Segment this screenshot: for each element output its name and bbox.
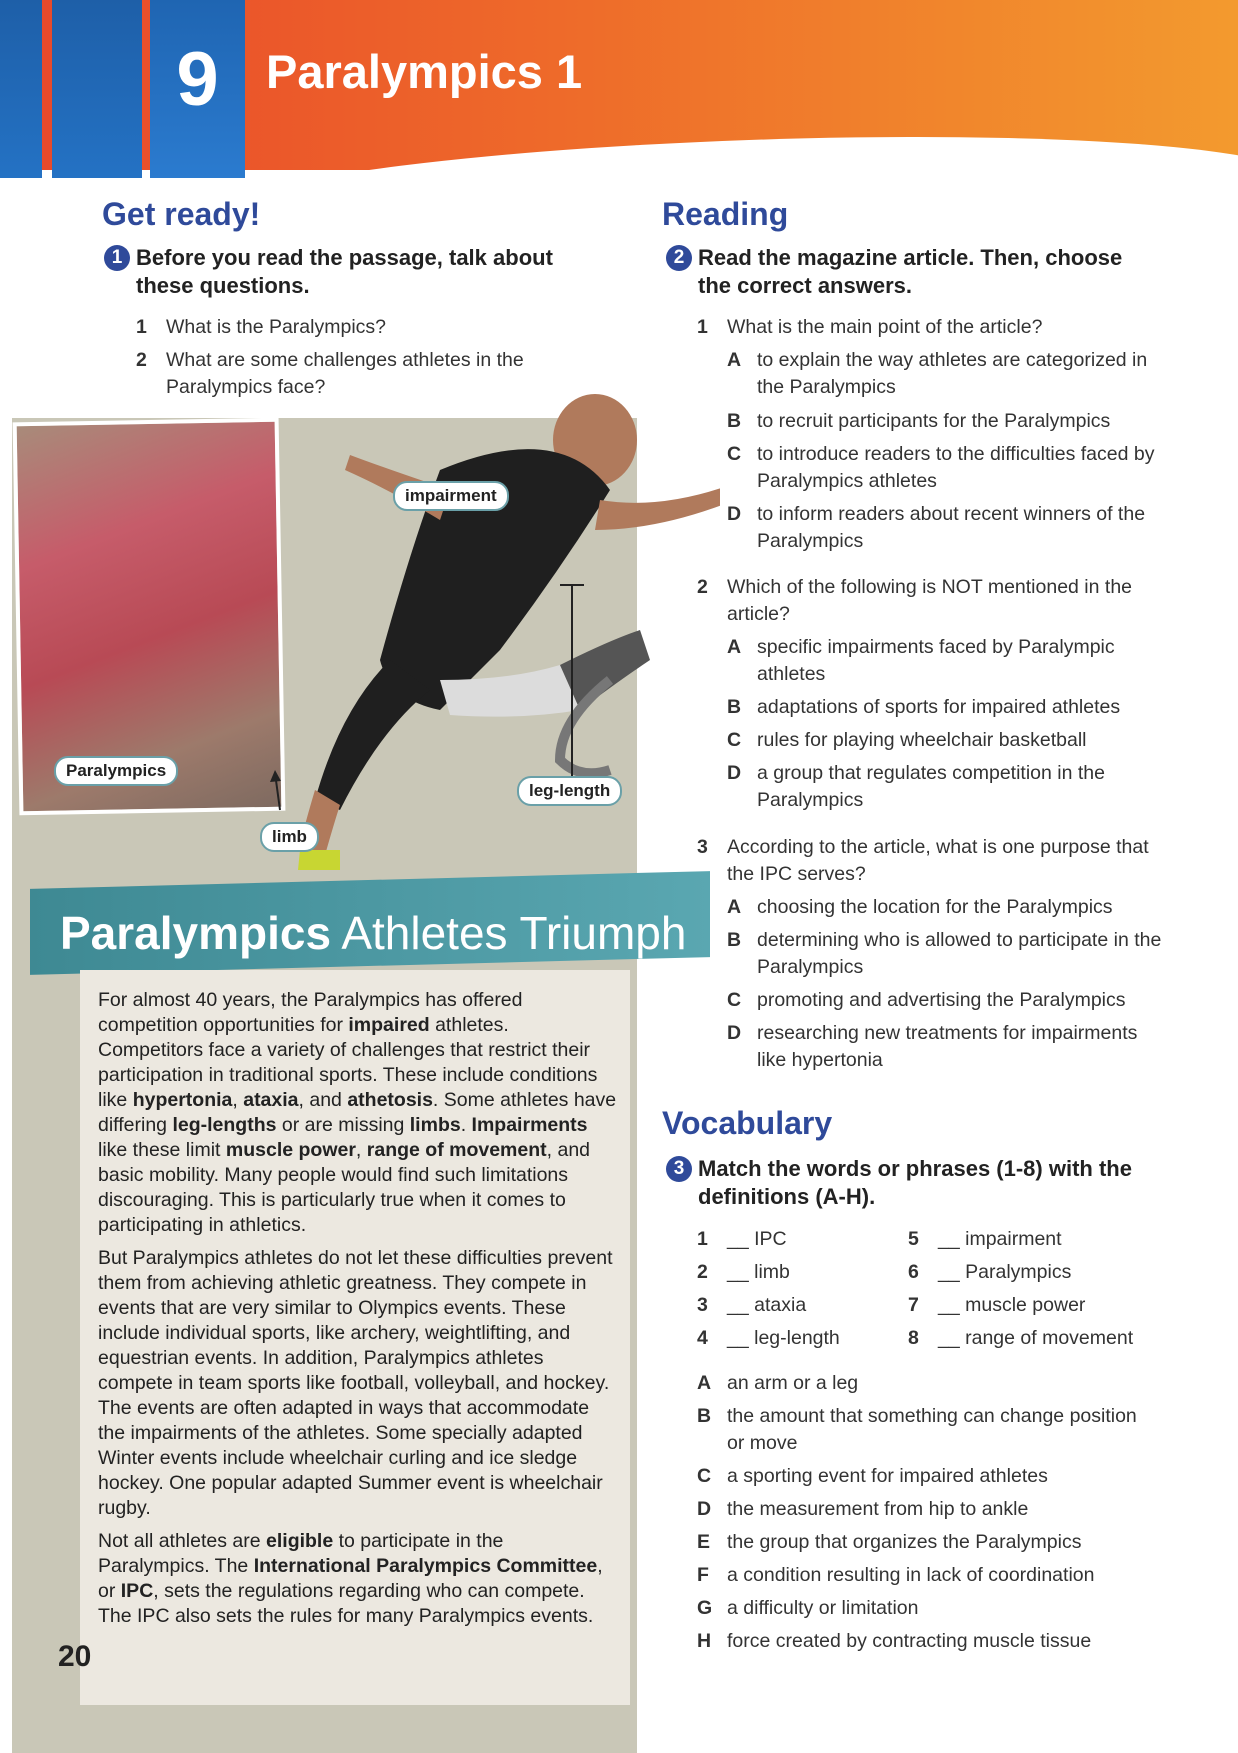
vocabulary-heading: Vocabulary — [662, 1105, 833, 1141]
definition: H force created by contracting muscle tissue — [697, 1630, 1092, 1652]
answer-option[interactable]: A to explain the way athletes are categorized in the Paralympics — [727, 349, 1148, 398]
answer-option[interactable]: C promoting and advertising the Paralympics — [727, 989, 1126, 1011]
label-paralympics: Paralympics — [54, 756, 178, 786]
article-paragraph: For almost 40 years, the Paralympics has offered competition opportunities for impaired athletes. Competitors face a variety of challenges that restrict their participation in traditional sports. These include conditions like hypertonia, ataxia, and athetosis. Some athletes have differing leg-lengths or are missing limbs. Impairments like these limit muscle power, range of movement, and basic mobility. Many people would find such limitations discouraging. This is particularly true when it comes to participating in athletics. — [98, 989, 617, 1236]
question: 2 Which of the following is NOT mentioned in the article? — [697, 576, 1133, 625]
label-impairment: impairment — [393, 481, 509, 511]
unit-title: Paralympics 1 — [266, 45, 583, 98]
task-number-badge: 2 — [666, 245, 692, 271]
header-stripe — [52, 0, 142, 178]
match-word: 4 __ leg-length — [697, 1327, 840, 1349]
unit-number: 9 — [150, 0, 245, 178]
label-limb: limb — [260, 822, 319, 852]
definition: D the measurement from hip to ankle — [697, 1498, 1029, 1520]
athlete-leg — [315, 660, 430, 810]
task-number-badge: 1 — [104, 245, 130, 271]
task-3-instruction: 3 Match the words or phrases (1-8) with the definitions (A-H). — [698, 1155, 1168, 1211]
article-paragraph: Not all athletes are eligible to participate in the Paralympics. The International Paralympics Committee, or IPC, sets the regulations regarding who can compete. The IPC also sets the rules for many Paralympics events. — [98, 1530, 603, 1627]
athlete-arm — [595, 485, 720, 530]
match-word: 5 __ impairment — [908, 1228, 1062, 1250]
answer-option[interactable]: D to inform readers about recent winners of the Paralympics — [727, 503, 1146, 552]
page-number: 20 — [58, 1640, 92, 1673]
task-1-instruction: 1 Before you read the passage, talk about these questions. — [136, 244, 576, 300]
definition: B the amount that something can change position or move — [697, 1405, 1137, 1454]
match-word: 1 __ IPC — [697, 1228, 787, 1250]
match-word: 3 __ ataxia — [697, 1294, 807, 1316]
definition: G a difficulty or limitation — [697, 1597, 919, 1619]
arrow-head — [270, 770, 281, 782]
task-number-badge: 3 — [666, 1156, 692, 1182]
article-body — [98, 988, 618, 1637]
answer-option[interactable]: B adaptations of sports for impaired athletes — [727, 696, 1121, 718]
question: 1 What is the main point of the article? — [697, 316, 1043, 338]
answer-option[interactable]: A specific impairments faced by Paralympic athletes — [727, 636, 1115, 685]
get-ready-heading: Get ready! — [102, 196, 261, 232]
definition: F a condition resulting in lack of coordination — [697, 1564, 1095, 1586]
list-item: 2 What are some challenges athletes in the Paralympics face? — [136, 349, 524, 398]
answer-option[interactable]: D researching new treatments for impairments like hypertonia — [727, 1022, 1138, 1071]
article-paragraph: But Paralympics athletes do not let these difficulties prevent them from achieving athletic greatness. They compete in events that are very similar to Olympics events. These include individual sports, like archery, weightlifting, and equestrian events. In addition, Paralympics athletes compete in team sports like football, volleyball, and hockey. The events are often adapted in ways that accommodate the impairments of the athletes. Some specially adapted Winter events include wheelchair curling and ice sledge hockey. One popular adapted Summer event is wheelchair rugby. — [98, 1247, 613, 1519]
question: 3 According to the article, what is one purpose that the IPC serves? — [697, 836, 1149, 885]
athlete-illustration — [140, 380, 720, 880]
article-title: Paralympics Athletes Triumph — [60, 907, 687, 959]
match-word: 8 __ range of movement — [908, 1327, 1134, 1349]
match-word: 2 __ limb — [697, 1261, 790, 1283]
definition: E the group that organizes the Paralympics — [697, 1531, 1082, 1553]
running-shoe — [298, 850, 340, 870]
answer-option[interactable]: A choosing the location for the Paralympics — [727, 896, 1113, 918]
label-leg-length: leg-length — [517, 776, 622, 806]
header-stripe — [0, 0, 42, 178]
answer-option[interactable]: D a group that regulates competition in the Paralympics — [727, 762, 1105, 811]
reading-heading: Reading — [662, 196, 789, 232]
answer-option[interactable]: B to recruit participants for the Paralympics — [727, 410, 1111, 432]
match-word: 6 __ Paralympics — [908, 1261, 1072, 1283]
list-item: 1 What is the Paralympics? — [136, 316, 386, 338]
definition: A an arm or a leg — [697, 1372, 859, 1394]
answer-option[interactable]: B determining who is allowed to participate in the Paralympics — [727, 929, 1162, 978]
definition: C a sporting event for impaired athletes — [697, 1465, 1048, 1487]
answer-option[interactable]: C rules for playing wheelchair basketball — [727, 729, 1087, 751]
match-word: 7 __ muscle power — [908, 1294, 1086, 1316]
answer-option[interactable]: C to introduce readers to the difficulties faced by Paralympics athletes — [727, 443, 1155, 492]
task-2-instruction: 2 Read the magazine article. Then, choose the correct answers. — [698, 244, 1158, 300]
